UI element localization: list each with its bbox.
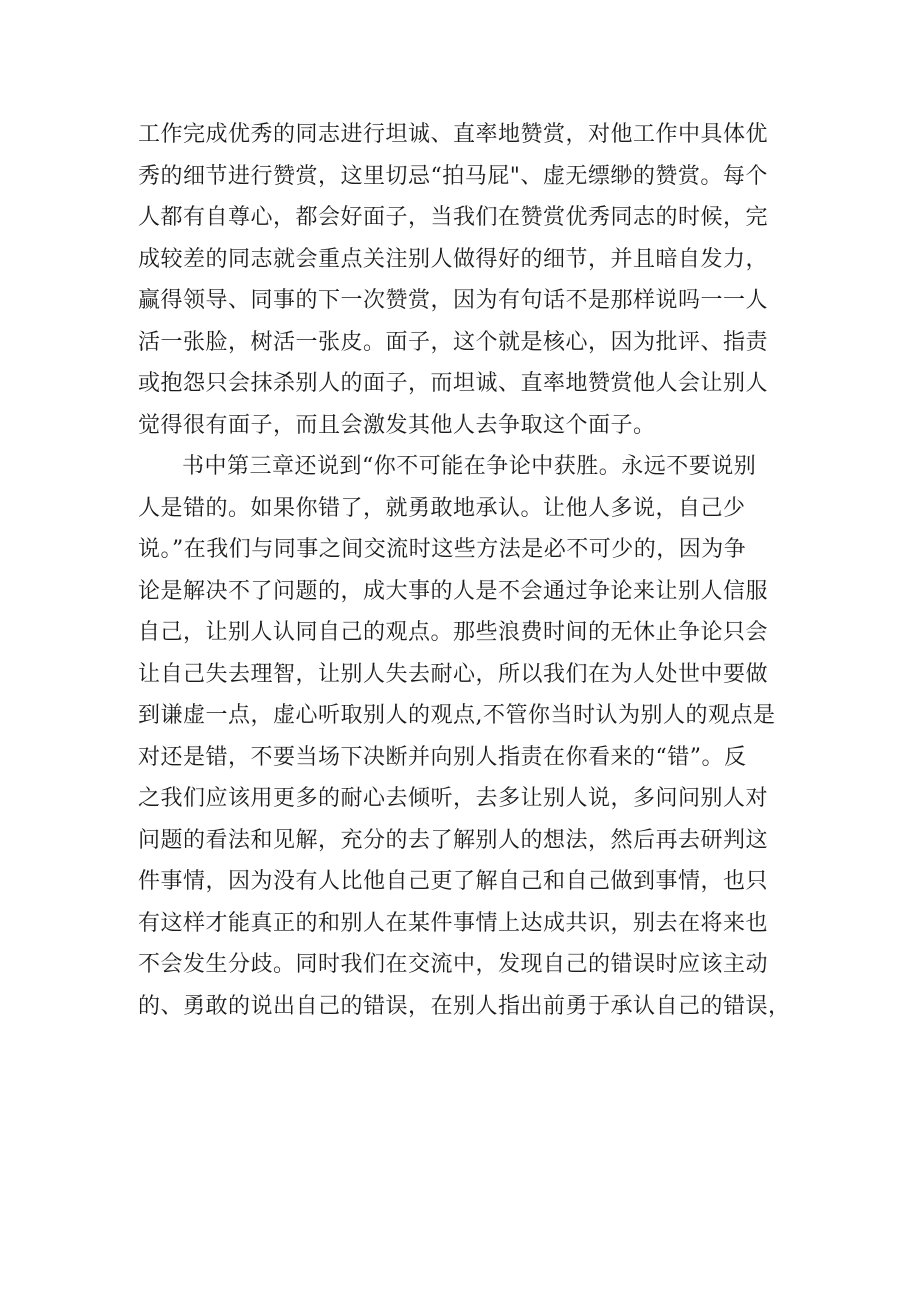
text-line: 件事情，因为没有人比他自己更了解自己和自己做到事情，也只 [138, 869, 769, 894]
text-line: 论是解决不了问题的，成大事的人是不会通过争论来让别人信服 [138, 578, 769, 604]
body-text [138, 114, 791, 1027]
text-line: 或抱怨只会抹杀别人的面子，而坦诚、直率地赞赏他人会让别人 [138, 371, 769, 396]
text-line: 对还是错，不要当场下决断并向别人指责在你看来的“错”。反 [138, 744, 747, 770]
text-line: 活一张脸，树活一张皮。面子，这个就是核心，因为批评、指责 [138, 329, 769, 355]
paragraph-1 [138, 114, 788, 446]
paragraph-2 [138, 446, 791, 1027]
text-line: 人是错的。如果你错了，就勇敢地承认。让他人多说，自己少 [138, 495, 746, 521]
text-line: 让自己失去理智，让别人失去耐心，所以我们在为人处世中要做 [138, 661, 769, 687]
text-line: 到谦虚一点，虚心听取别人的观点,不管你当时认为别人的观点是 [138, 703, 776, 728]
text-line: 的、勇敢的说出自己的错误，在别人指出前勇于承认自己的错误， [138, 993, 791, 1019]
text-line: 自己，让别人认同自己的观点。那些浪费时间的无休止争论只会 [138, 620, 769, 645]
text-line: 问题的看法和见解，充分的去了解别人的想法，然后再去研判这 [138, 827, 769, 853]
text-line: 不会发生分歧。同时我们在交流中，发现自己的错误时应该主动 [138, 952, 769, 977]
text-line: 秀的细节进行赞赏，这里切忌“拍马屁"、虚无缥缈的赞赏。每个 [138, 163, 768, 189]
text-line: 之我们应该用更多的耐心去倾听，去多让别人说，多问问别人对 [138, 786, 769, 811]
text-line: 有这样才能真正的和别人在某件事情上达成共识，别去在将来也 [138, 910, 769, 936]
text-line: 赢得领导、同事的下一次赞赏，因为有句话不是那样说吗一一人 [138, 288, 769, 313]
text-line: 成较差的同志就会重点关注别人做得好的细节，并且暗自发力， [138, 246, 769, 272]
text-line: 觉得很有面子，而且会激发其他人去争取这个面子。 [138, 412, 656, 438]
text-line: 书中第三章还说到“你不可能在争论中获胜。永远不要说别 [182, 454, 757, 479]
text-line: 说。”在我们与同事之间交流时这些方法是必不可少的，因为争 [138, 537, 747, 562]
text-line: 人都有自尊心，都会好面子，当我们在赞赏优秀同志的时候，完 [138, 205, 769, 230]
text-line: 工作完成优秀的同志进行坦诚、直率地赞赏，对他工作中具体优 [138, 122, 769, 147]
